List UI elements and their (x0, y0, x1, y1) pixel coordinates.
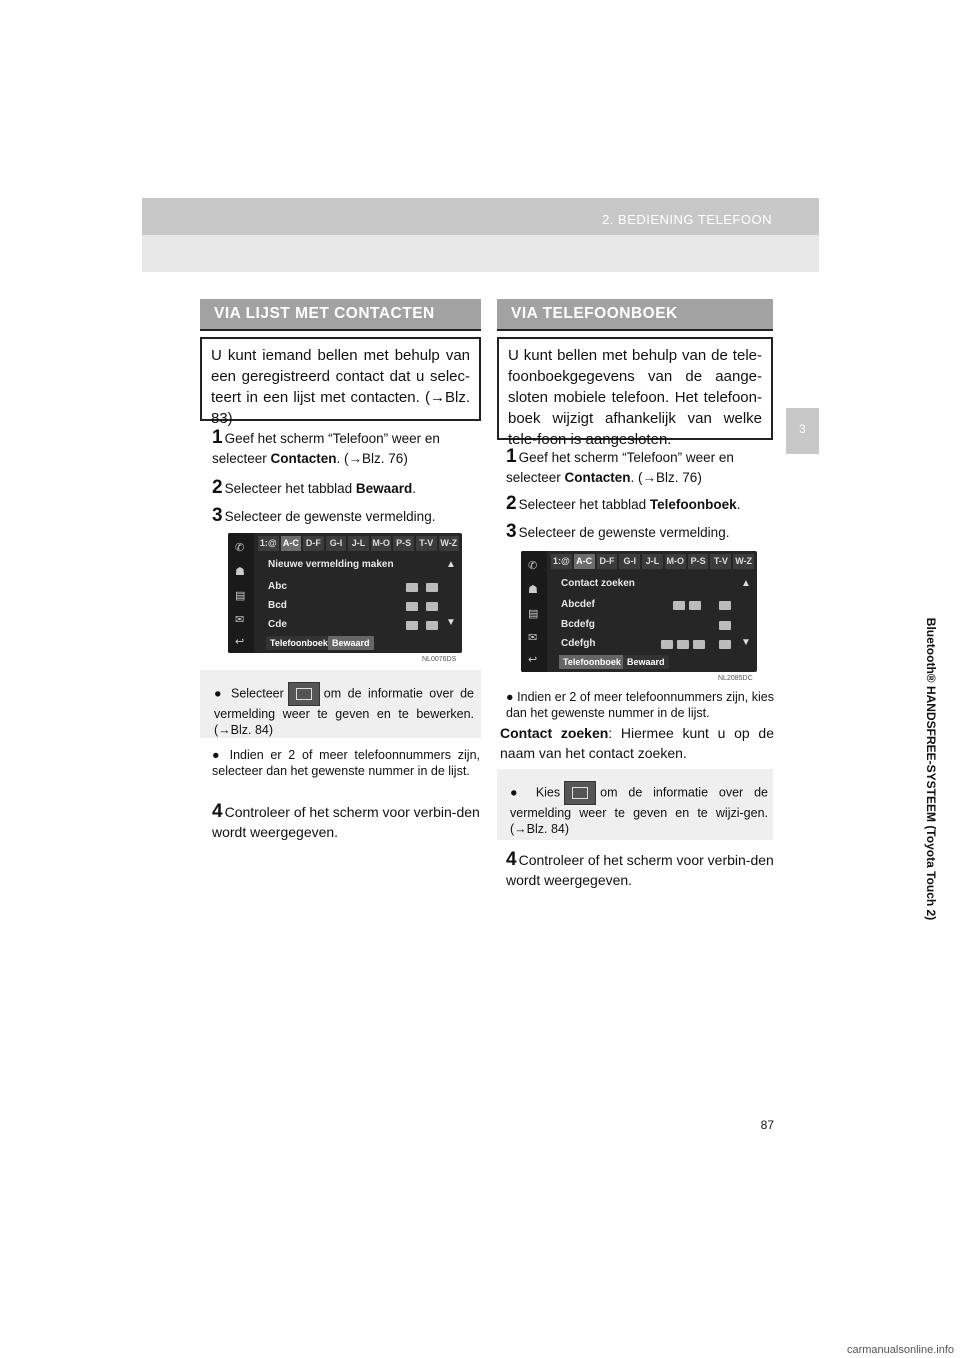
edit-icon[interactable] (426, 583, 438, 592)
tab-1[interactable]: 1:@ (551, 554, 572, 569)
section-title: 2. BEDIENING TELEFOON (602, 212, 772, 227)
edit-icon[interactable] (719, 621, 731, 630)
left-phonebook-screen (228, 533, 462, 653)
image-code: NL0076DS (422, 656, 457, 663)
contact-search-description: Contact zoeken: Hiermee kunt u op de naam van het contact zoeken. (500, 725, 774, 761)
message-icon: ✉ (235, 614, 245, 626)
contacts-icon: ☗ (528, 584, 538, 596)
left-step-1: 1 Geef het scherm “Telefoon” weer en selecteer Contacten. (→Blz. 76) (212, 427, 440, 466)
right-note: ● Kies om de informatie over de vermelding weer te geven en te wijzi-gen. (→Blz. 84) (510, 781, 768, 837)
right-intro: U kunt bellen met behulp van de tele-foonboekgegevens van de aange-sloten mobiele telefoon. Het telefoon-boek wijzigt afhankelijk van welke tele-foon is aangesloten. (497, 337, 773, 440)
tab-7[interactable]: P-S (688, 554, 709, 569)
message-icon: ✉ (528, 632, 538, 644)
list-item[interactable]: Bcdefg (561, 619, 595, 630)
edit-icon[interactable] (719, 640, 731, 649)
tab-7[interactable]: P-S (393, 536, 414, 551)
tab-saved[interactable]: Bewaard (623, 655, 669, 669)
tab-4[interactable]: G-I (619, 554, 640, 569)
tab-3[interactable]: D-F (597, 554, 618, 569)
screen-sidebar (228, 533, 254, 653)
screen-sidebar (521, 551, 547, 672)
list-item[interactable]: Abcdef (561, 599, 595, 610)
phone-type-icon (677, 640, 689, 649)
tab-phonebook[interactable]: Telefoonboek (266, 636, 332, 650)
scroll-up-icon[interactable]: ▲ (741, 578, 751, 589)
alphabet-tabs (258, 536, 459, 551)
chapter-title: Bluetooth® HANDSFREE-SYSTEEM (Toyota Touch 2) (924, 617, 939, 921)
tab-4[interactable]: G-I (326, 536, 347, 551)
footer-watermark[interactable]: carmanualsonline.info (846, 1344, 954, 1356)
tab-8[interactable]: T-V (416, 536, 437, 551)
list-item[interactable]: Cde (268, 619, 287, 630)
tab-6[interactable]: M-O (371, 536, 392, 551)
right-step-3: 3 Selecteer de gewenste vermelding. (506, 521, 730, 542)
tab-3[interactable]: D-F (303, 536, 324, 551)
tab-phonebook[interactable]: Telefoonboek (559, 655, 625, 669)
left-step-3: 3 Selecteer de gewenste vermelding. (212, 505, 436, 526)
phone-type-icon (661, 640, 673, 649)
back-icon: ↩ (235, 636, 245, 648)
edit-icon[interactable] (719, 601, 731, 610)
contact-search-row[interactable]: Contact zoeken (561, 578, 635, 589)
left-step-4: 4 Controleer of het scherm voor verbin-den wordt weergegeven. (212, 801, 480, 840)
tab-9[interactable]: W-Z (439, 536, 460, 551)
phone-type-icon (406, 583, 418, 592)
tab-5[interactable]: J-L (642, 554, 663, 569)
phone-type-icon (689, 601, 701, 610)
chapter-number: 3 (799, 422, 806, 436)
phone-type-icon (673, 601, 685, 610)
tab-9[interactable]: W-Z (733, 554, 754, 569)
phone-type-icon (406, 602, 418, 611)
tab-2[interactable]: A-C (574, 554, 595, 569)
phone-icon: ✆ (528, 560, 538, 572)
right-step-2: 2 Selecteer het tabblad Telefoonboek. (506, 493, 741, 514)
back-icon: ↩ (528, 654, 538, 666)
image-code: NL2085DC (718, 675, 753, 682)
right-phonebook-screen (521, 551, 757, 672)
phone-icon: ✆ (235, 542, 245, 554)
edit-icon[interactable] (426, 602, 438, 611)
scroll-up-icon[interactable]: ▲ (446, 559, 456, 570)
phone-type-icon (406, 621, 418, 630)
new-entry-row[interactable]: Nieuwe vermelding maken (268, 559, 394, 570)
contacts-icon: ☗ (235, 566, 245, 578)
tab-5[interactable]: J-L (348, 536, 369, 551)
list-item[interactable]: Abc (268, 581, 287, 592)
edit-button-icon (288, 682, 320, 706)
scroll-down-icon[interactable]: ▼ (741, 637, 751, 648)
history-icon: ▤ (235, 590, 246, 602)
tab-1[interactable]: 1:@ (258, 536, 279, 551)
edit-button-icon (564, 781, 596, 805)
list-item[interactable]: Cdefgh (561, 638, 596, 649)
page-number: 87 (760, 1118, 774, 1132)
right-step-4: 4 Controleer of het scherm voor verbin-den wordt weergegeven. (506, 849, 774, 888)
tab-6[interactable]: M-O (665, 554, 686, 569)
left-heading: VIA LIJST MET CONTACTEN (200, 299, 481, 331)
list-item[interactable]: Bcd (268, 600, 287, 611)
scroll-down-icon[interactable]: ▼ (446, 617, 456, 628)
left-note: ● Selecteer om de informatie over de vermelding weer te geven en te bewerken. (→Blz. 84) (214, 682, 474, 738)
right-heading: VIA TELEFOONBOEK (497, 299, 773, 331)
left-step-2: 2 Selecteer het tabblad Bewaard. (212, 477, 416, 498)
tab-8[interactable]: T-V (710, 554, 731, 569)
tab-2[interactable]: A-C (281, 536, 302, 551)
left-bullet: ● Indien er 2 of meer telefoonnummers zijn, selecteer dan het gewenste nummer in de lijst. (212, 748, 480, 778)
left-intro: U kunt iemand bellen met behulp van een geregistreerd contact dat u selec-teert in een lijst met contacten. (→Blz. 83) (200, 337, 481, 421)
right-bullet: ● Indien er 2 of meer telefoonnummers zijn, kies dan het gewenste nummer in de lijst. (506, 690, 774, 720)
phone-type-icon (693, 640, 705, 649)
alphabet-tabs (551, 554, 754, 569)
edit-icon[interactable] (426, 621, 438, 630)
tab-saved[interactable]: Bewaard (328, 636, 374, 650)
history-icon: ▤ (528, 608, 539, 620)
right-step-1: 1 Geef het scherm “Telefoon” weer en selecteer Contacten. (→Blz. 76) (506, 446, 734, 485)
